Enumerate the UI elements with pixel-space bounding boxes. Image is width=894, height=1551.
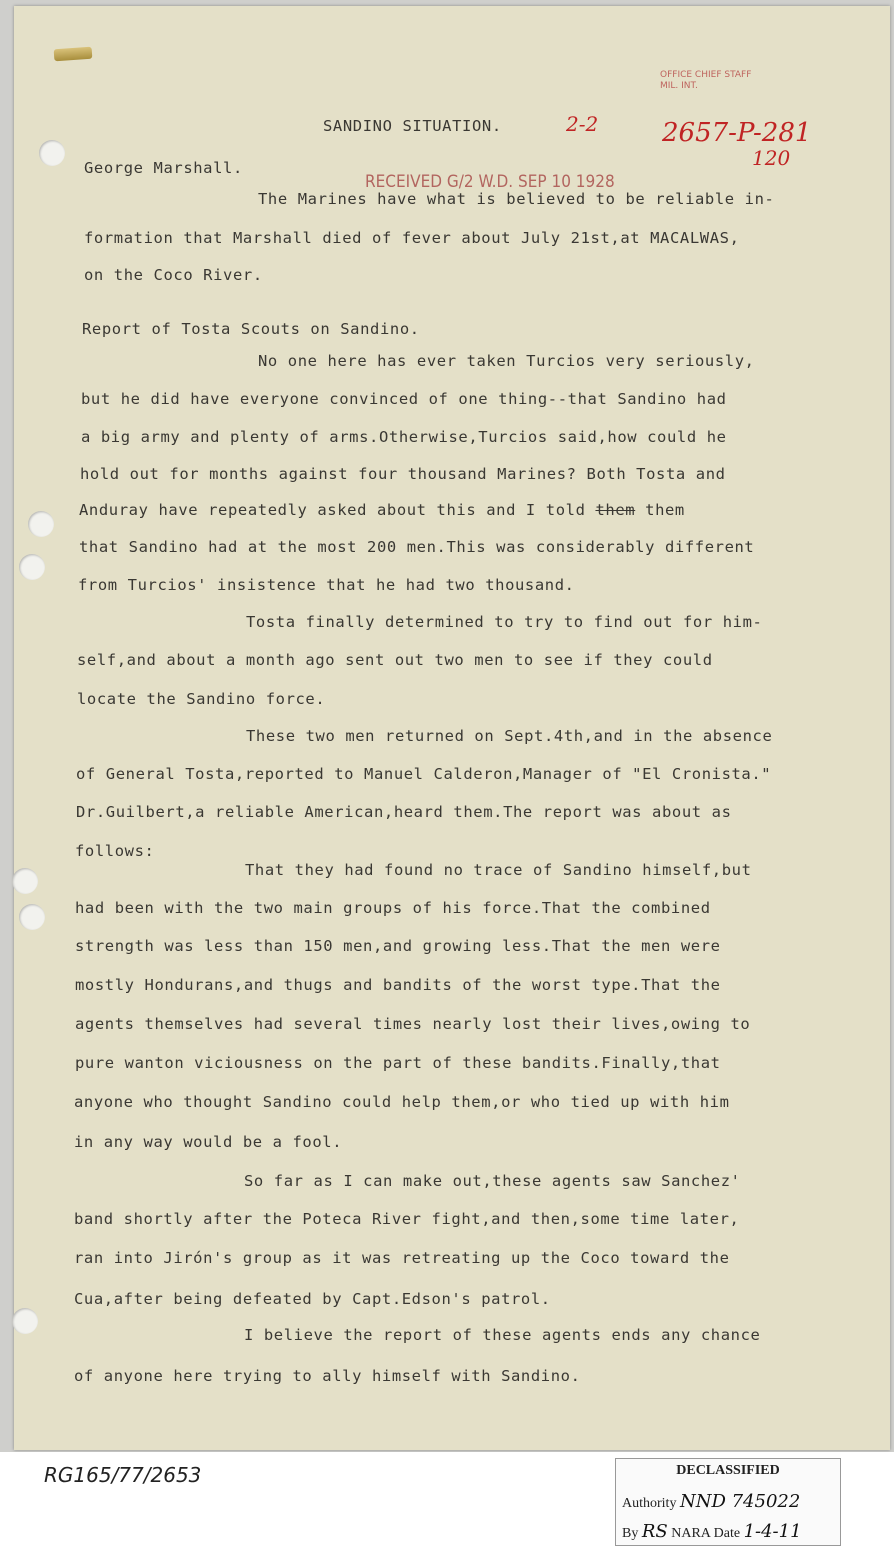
text-line: anyone who thought Sandino could help them,or who tied up with him [74,1093,730,1111]
text-line: locate the Sandino force. [77,690,326,708]
punch-hole [28,511,54,537]
text-line: but he did have everyone convinced of one thing--that Sandino had [81,390,727,408]
document-title: SANDINO SITUATION. [323,117,502,135]
punch-hole [12,868,38,894]
text-line: formation that Marshall died of fever about July 21st,at MACALWAS, [84,229,740,247]
office-stamp-line: OFFICE CHIEF STAFF [660,70,752,80]
text-line: Tosta finally determined to try to find out for him- [246,613,763,631]
office-stamp [660,70,751,92]
text-line: That they had found no trace of Sandino himself,but [245,861,752,879]
text-line: These two men returned on Sept.4th,and in the absence [246,727,773,745]
office-stamp-line: MIL. INT. [660,81,698,91]
received-stamp: RECEIVED G/2 W.D. SEP 10 1928 [365,172,615,192]
text-line: hold out for months against four thousand Marines? Both Tosta and [80,465,726,483]
by-label: By [622,1526,639,1541]
text-line: Cua,after being defeated by Capt.Edson's patrol. [74,1290,551,1308]
punch-hole [19,554,45,580]
date-label: NARA Date [671,1526,741,1541]
struck-word: them [595,501,636,519]
text-line: agents themselves had several times nearly lost their lives,owing to [75,1015,751,1033]
text-line: strength was less than 150 men,and growing less.That the men were [75,937,721,955]
text-line: ran into Jirón's group as it was retreating up the Coco toward the [74,1249,730,1267]
file-number-annotation: 2657-P-281 [662,118,812,148]
section-heading-tosta-scouts: Report of Tosta Scouts on Sandino. [82,320,420,338]
authority-value: NND 745022 [679,1491,801,1512]
by-row [622,1521,802,1542]
text-line: follows: [75,842,155,860]
text-line: of anyone here trying to ally himself with Sandino. [74,1367,581,1385]
text-line: No one here has ever taken Turcios very seriously, [258,352,755,370]
authority-row [622,1491,800,1512]
text-line: Dr.Guilbert,a reliable American,heard them.The report was about as [76,803,732,821]
text-line: mostly Hondurans,and thugs and bandits of the worst type.That the [75,976,721,994]
text-line: I believe the report of these agents ends any chance [244,1326,761,1344]
punch-hole [12,1308,38,1334]
text-line: of General Tosta,reported to Manuel Calderon,Manager of "El Cronista." [76,765,772,783]
record-group-reference: RG165/77/2653 [44,1463,202,1487]
annotation-120: 120 [752,146,791,170]
by-value: RS [641,1521,668,1542]
punch-hole [39,140,65,166]
text-line: from Turcios' insistence that he had two thousand. [78,576,575,594]
inserted-word: them [645,501,685,519]
text-line: that Sandino had at the most 200 men.This was considerably different [79,538,755,556]
text-line: pure wanton viciousness on the part of these bandits.Finally,that [75,1054,721,1072]
punch-hole [19,904,45,930]
text-line: So far as I can make out,these agents saw Sanchez' [244,1172,741,1190]
text-line: on the Coco River. [84,266,263,284]
declassified-heading: DECLASSIFIED [676,1463,780,1478]
text-line: self,and about a month ago sent out two men to see if they could [77,651,713,669]
text-line-part: Anduray have repeatedly asked about this and I told [79,501,586,519]
text-line: in any way would be a fool. [74,1133,343,1151]
declassified-stamp [615,1458,841,1546]
date-value: 1-4-11 [743,1521,802,1542]
annotation-2-2: 2-2 [566,112,599,136]
text-line: had been with the two main groups of his force.That the combined [75,899,711,917]
section-heading-marshall: George Marshall. [84,159,243,177]
authority-label: Authority [622,1496,677,1511]
text-line: band shortly after the Poteca River fight,and then,some time later, [74,1210,740,1228]
text-line-with-correction [79,501,685,519]
text-line: The Marines have what is believed to be reliable in- [258,190,775,208]
paper-clip [54,47,93,62]
text-line: a big army and plenty of arms.Otherwise,Turcios said,how could he [81,428,727,446]
